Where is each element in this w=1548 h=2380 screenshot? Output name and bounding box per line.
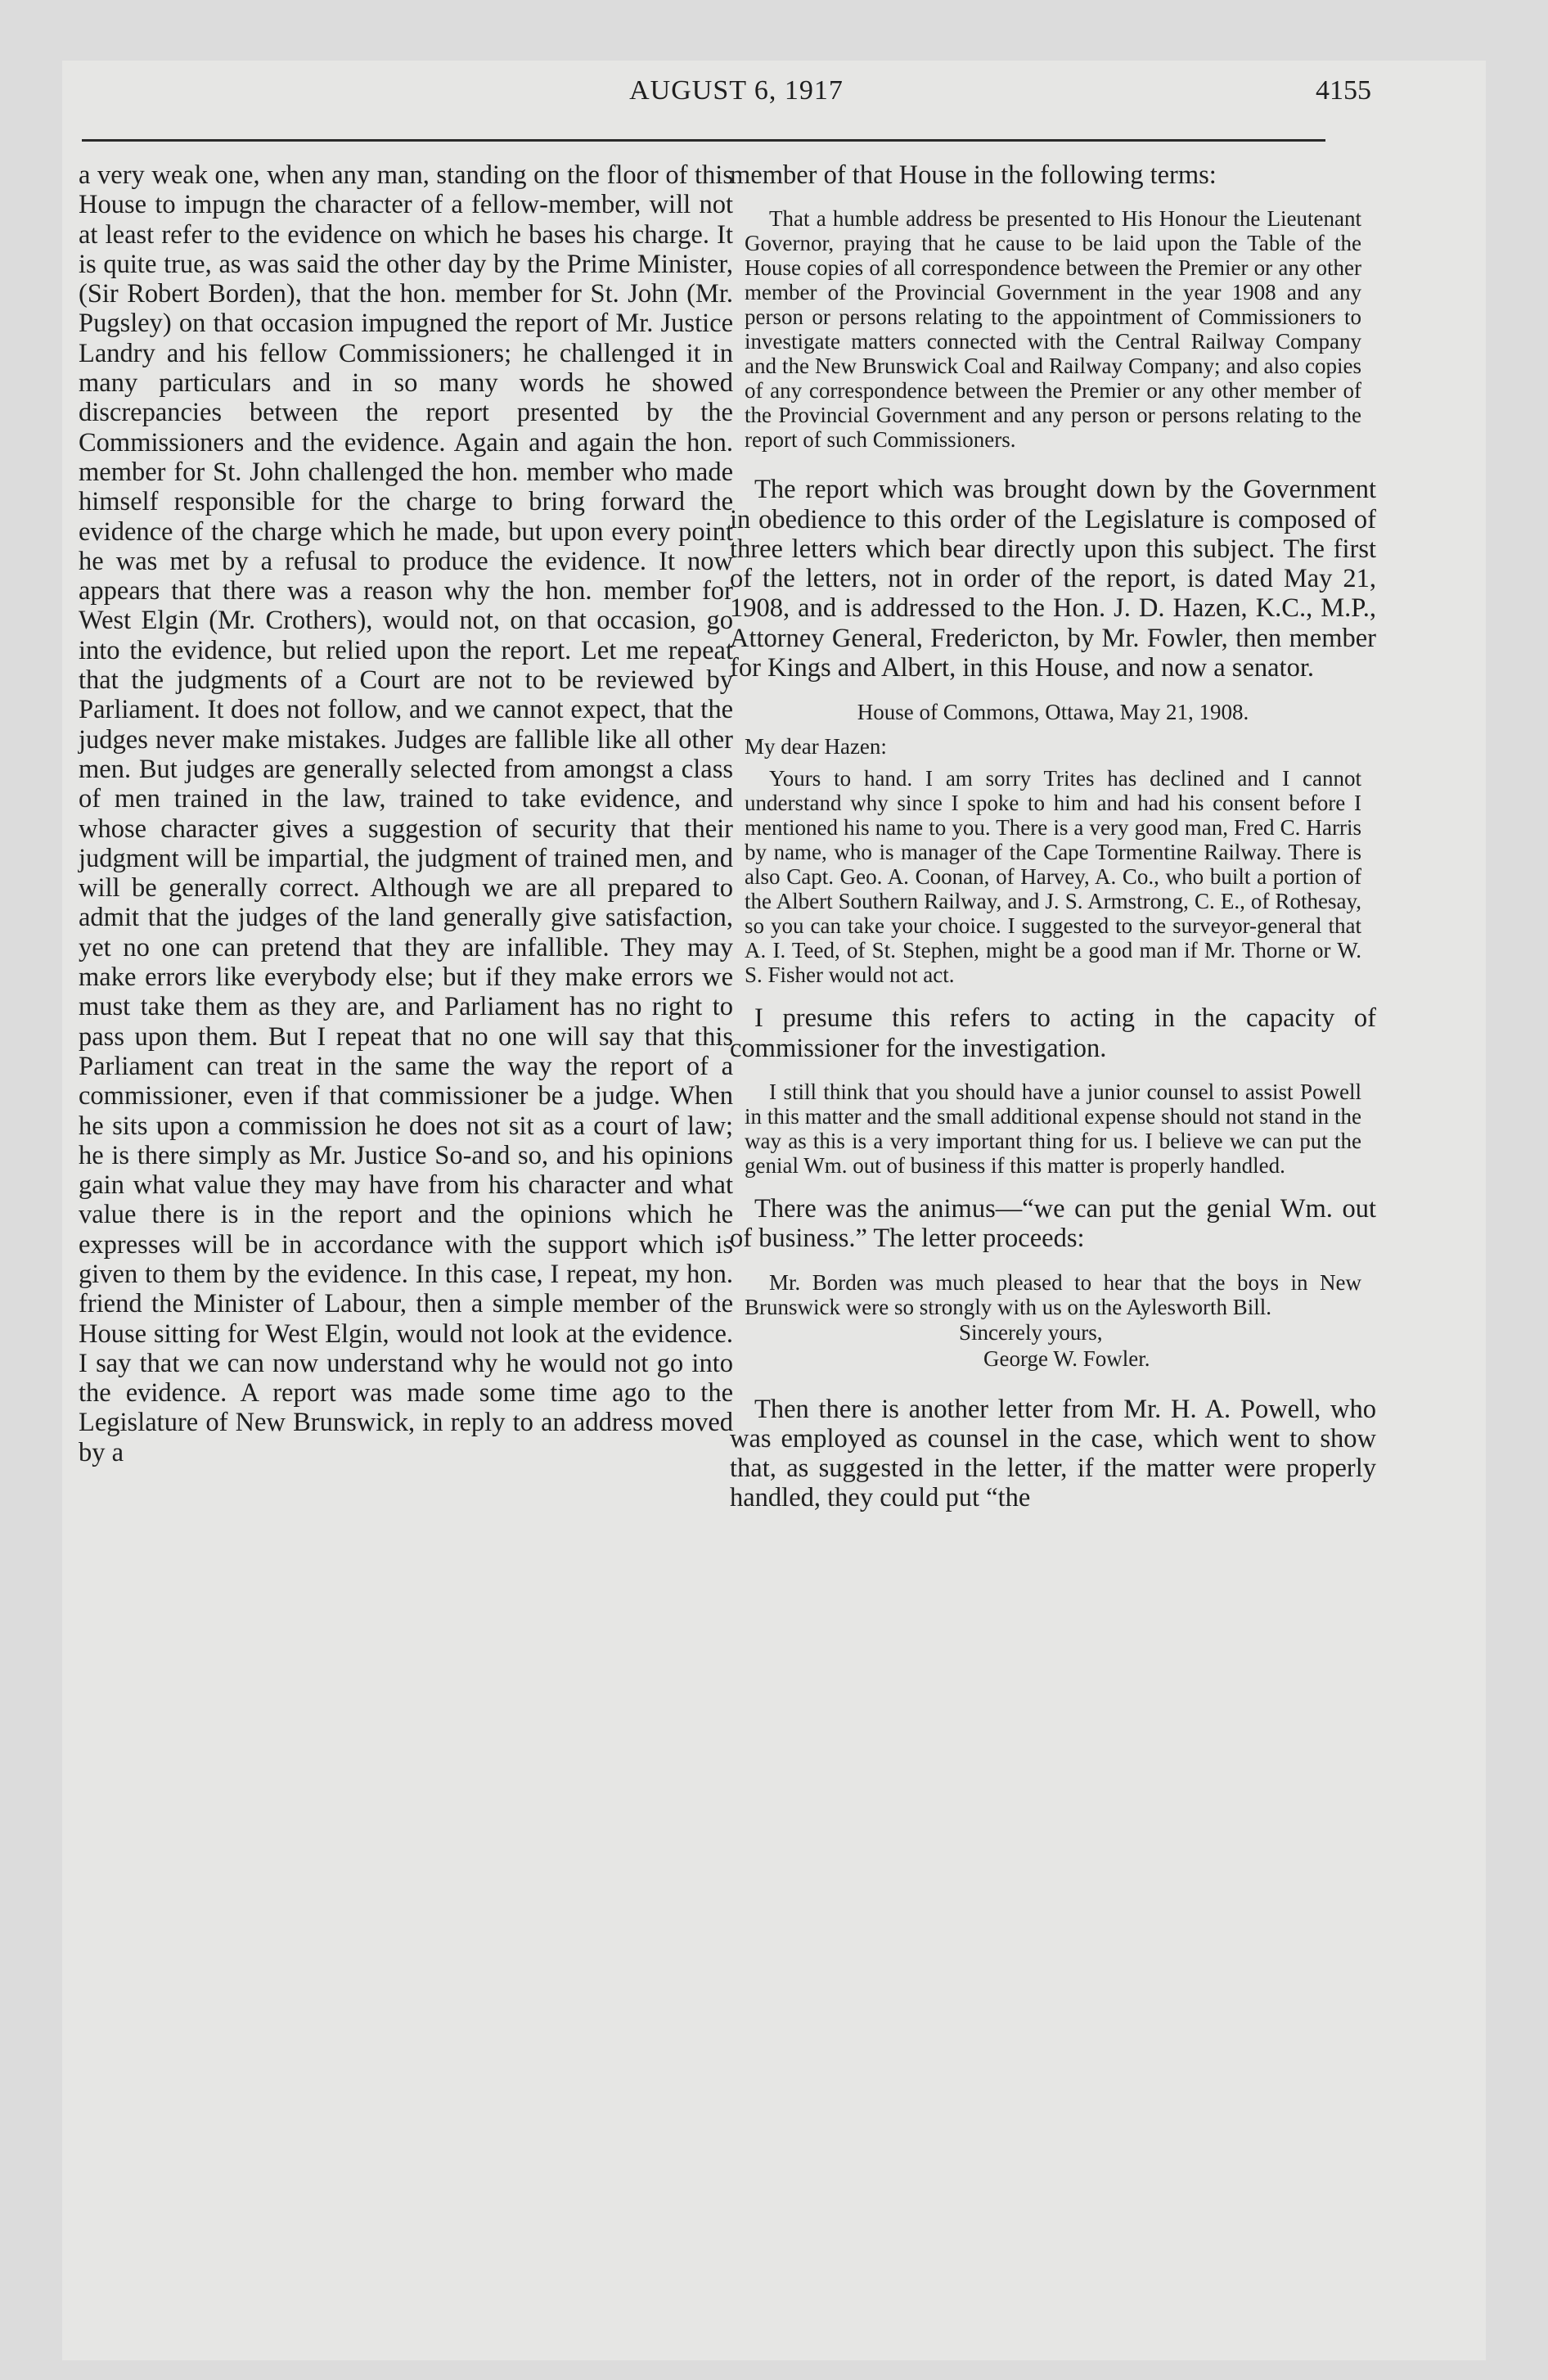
running-header <box>82 75 1391 121</box>
right-column <box>730 160 1376 1513</box>
left-column <box>79 160 733 1467</box>
body-paragraph: I presume this refers to acting in the capacity of commissioner for the investigation. <box>730 1003 1376 1063</box>
spacer <box>730 760 1376 766</box>
spacer <box>730 1178 1376 1194</box>
body-paragraph: a very weak one, when any man, standing on the floor of this House to impugn the character of a fellow-member, will not at least refer to the evidence on which he bases his charge. It is quite true, as was said the other day by the Prime Minister, (Sir Robert Borden), that the hon. member for St. John (Mr. Pugsley) on that occasion impugned the report of Mr. Justice Landry and his fellow Commissioners; he challenged it in many particulars and in so many words he showed discrepancies between the report presented by the Commissioners and the evidence. Again and again the hon. member for St. John challenged the hon. member who made himself responsible for the charge to bring forward the evidence of the charge which he made, but upon every point he was met by a refusal to produce the evidence. It now appears that there was a reason why the hon. member for West Elgin (Mr. Crothers), would not, on that occasion, go into the evidence, but relied upon the report. Let me repeat that the judgments of a Court are not to be reviewed by Parliament. It does not follow, and we cannot expect, that the judges never make mistakes. Judges are fallible like all other men. But judges are generally selected from amongst a class of men trained in the law, trained to take evidence, and whose character gives a suggestion of security that their judgment will be impartial, the judgment of trained men, and will be generally correct. Although we are all prepared to admit that the judges of the land generally give satisfaction, yet no one can pretend that they are infallible. They may make errors like everybody else; but if they make errors we must take them as they are, and Parliament has no right to pass upon them. But I repeat that no one will say that this Parliament can treat in the same the way the report of a commissioner, even if that commissioner be a judge. When he sits upon a commission he does not sit as a court of law; he is there simply as Mr. Justice So-and so, and his opinions gain what value they may have from his character and what value there is in the report and the opinions which he expresses will be in accordance with the support which is given to them by the evidence. In this case, I repeat, my hon. friend the Minister of Labour, then a simple member of the House sitting for West Elgin, would not look at the evidence. I say that we can now understand why he would not go into the evidence. A report was made some time ago to the Legislature of New Brunswick, in reply to an address moved by a <box>79 160 733 1467</box>
body-paragraph: Then there is another letter from Mr. H. A. Powell, who was employed as counsel in the case, which went to show that, as suggested in the letter, if the matter were properly handled, they could put “the <box>730 1394 1376 1513</box>
spacer <box>730 1254 1376 1270</box>
spacer <box>730 1063 1376 1080</box>
header-date: AUGUST 6, 1917 <box>629 75 844 106</box>
spacer <box>730 452 1376 475</box>
letter-signature: George W. Fowler. <box>983 1346 1150 1371</box>
spacer <box>730 190 1376 206</box>
spacer <box>730 1372 1376 1395</box>
body-paragraph: The report which was brought down by the Government in obedience to this order of the Legislature is composed of three letters which bear directly upon this subject. The first of the letters, not in order of the report, is dated May 21, 1908, and is addressed to the Hon. J. D. Hazen, K.C., M.P., Attorney General, Fredericton, by Mr. Fowler, then member for Kings and Albert, in this House, and now a senator. <box>730 475 1376 683</box>
letter-closing: Sincerely yours, <box>959 1319 1103 1345</box>
quoted-letter: I still think that you should have a junior counsel to assist Powell in this matter and the small additional expense should not stand in the way as this is a very important thing for us. I believe we can put the genial Wm. out of business if this matter is properly handled. <box>745 1079 1361 1178</box>
page-number: 4155 <box>1316 75 1371 106</box>
letter-salutation: My dear Hazen: <box>745 734 887 760</box>
quoted-letter: Yours to hand. I am sorry Trites has declined and I cannot understand why since I spoke to him and had his consent before I mentioned his name to you. There is a very good man, Fred C. Harris by name, who is manager of the Cape Tormentine Railway. There is also Capt. Geo. A. Coonan, of Harvey, A. Co., who built a portion of the Albert Southern Railway, and J. S. Armstrong, C. E., of Rothesay, so you can take your choice. I suggested to the surveyor-general that A. I. Teed, of St. Stephen, might be a good man if Mr. Thorne or W. S. Fisher would not act. <box>745 766 1361 988</box>
letter-dateline: House of Commons, Ottawa, May 21, 1908. <box>857 700 1249 725</box>
body-paragraph: There was the animus—“we can put the genial Wm. out of business.” The letter proceeds: <box>730 1193 1376 1254</box>
quoted-address: That a humble address be presented to His Honour the Lieutenant Governor, praying that he cause to be laid upon the Table of the House copies of all correspondence between the Premier or any other member of the Provincial Government in the year 1908 and any person or persons relating to the appointment of Commissioners to investigate matters connected with the Central Railway Company and the New Brunswick Coal and Railway Company; and also copies of any correspondence between the Premier or any other member of the Provincial Government and any person or persons relating to the report of such Commissioners. <box>745 206 1361 453</box>
quoted-letter: Mr. Borden was much pleased to hear that the boys in New Brunswick were so strongly with us on the Aylesworth Bill. <box>745 1269 1361 1319</box>
spacer <box>730 987 1376 1003</box>
spacer <box>730 725 1376 733</box>
header-rule <box>82 139 1325 142</box>
spacer <box>730 683 1376 699</box>
body-paragraph: member of that House in the following terms: <box>730 160 1217 190</box>
